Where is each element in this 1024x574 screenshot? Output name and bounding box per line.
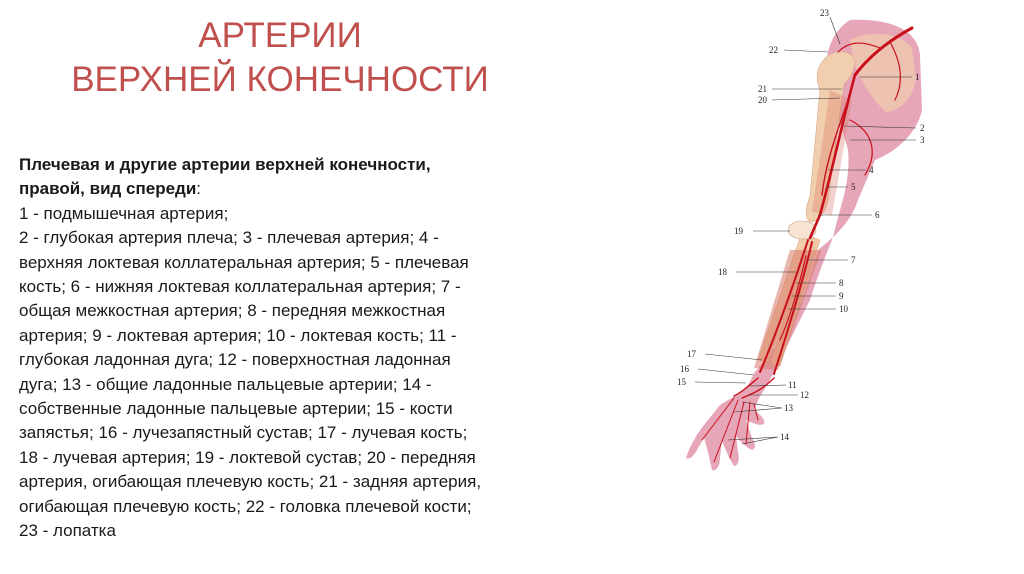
caption-line: кость; 6 - нижняя локтевая коллатеральная артерия; 7 - [19,277,461,297]
slide-title [30,14,530,102]
arm-illustration-svg [650,0,940,574]
arm-arteries-illustration [650,0,940,574]
caption-line: артерия; 9 - локтевая артерия; 10 - локтевая кость; 11 - [19,325,457,345]
label-11: 11 [788,380,797,390]
leader-line [695,382,746,383]
figure-caption [19,153,619,544]
label-23: 23 [820,8,829,18]
leader-line [784,50,828,52]
caption-line: 2 - глубокая артерия плеча; 3 - плечевая артерия; 4 - [19,228,439,248]
label-17: 17 [687,349,696,359]
title-line-1: АРТЕРИИ [198,16,362,55]
label-1: 1 [915,72,920,82]
caption-line: огибающая плечевую кость; 22 - головка плечевой кости; [19,496,472,516]
caption-heading-colon: : [196,179,202,199]
leader-line [698,369,754,375]
label-19: 19 [734,226,743,236]
forearm-muscle [754,250,822,370]
caption-line: собственные ладонные пальцевые артерии; 15 - кости [19,399,453,419]
label-15: 15 [677,377,686,387]
caption-heading-text: правой, вид спереди [19,179,197,199]
label-21: 21 [758,84,767,94]
label-12: 12 [800,390,809,400]
label-6: 6 [875,210,880,220]
caption-line: 18 - лучевая артерия; 19 - локтевой сустав; 20 - передняя [19,447,476,467]
title-line-2: ВЕРХНЕЙ КОНЕЧНОСТИ [71,60,489,99]
label-2: 2 [920,123,925,133]
label-4: 4 [869,165,874,175]
label-10: 10 [839,304,848,314]
caption-line: общая межкостная артерия; 8 - передняя межкостная [19,301,446,321]
label-13: 13 [784,403,793,413]
label-14: 14 [780,432,789,442]
label-18: 18 [718,267,727,277]
caption-line: запястья; 16 - лучезапястный сустав; 17 - лучевая кость; [19,423,468,443]
label-16: 16 [680,364,689,374]
caption-line: 1 - подмышечная артерия; [19,203,229,223]
label-5: 5 [851,182,856,192]
caption-heading-line-1: Плечевая и другие артерии верхней конечности, [19,155,431,174]
label-3: 3 [920,135,925,145]
caption-line: 23 - лопатка [19,521,116,541]
label-20: 20 [758,95,767,105]
caption-line: верхняя локтевая коллатеральная артерия; 5 - плечевая [19,252,469,272]
label-22: 22 [769,45,778,55]
caption-line: глубокая ладонная дуга; 12 - поверхностная ладонная [19,350,451,370]
label-7: 7 [851,255,856,265]
label-8: 8 [839,278,844,288]
leader-line [705,354,762,360]
caption-line: дуга; 13 - общие ладонные пальцевые артерии; 14 - [19,374,432,394]
caption-heading-line-2 [19,177,619,201]
label-9: 9 [839,291,844,301]
caption-line: артерия, огибающая плечевую кость; 21 - задняя артерия, [19,472,482,492]
